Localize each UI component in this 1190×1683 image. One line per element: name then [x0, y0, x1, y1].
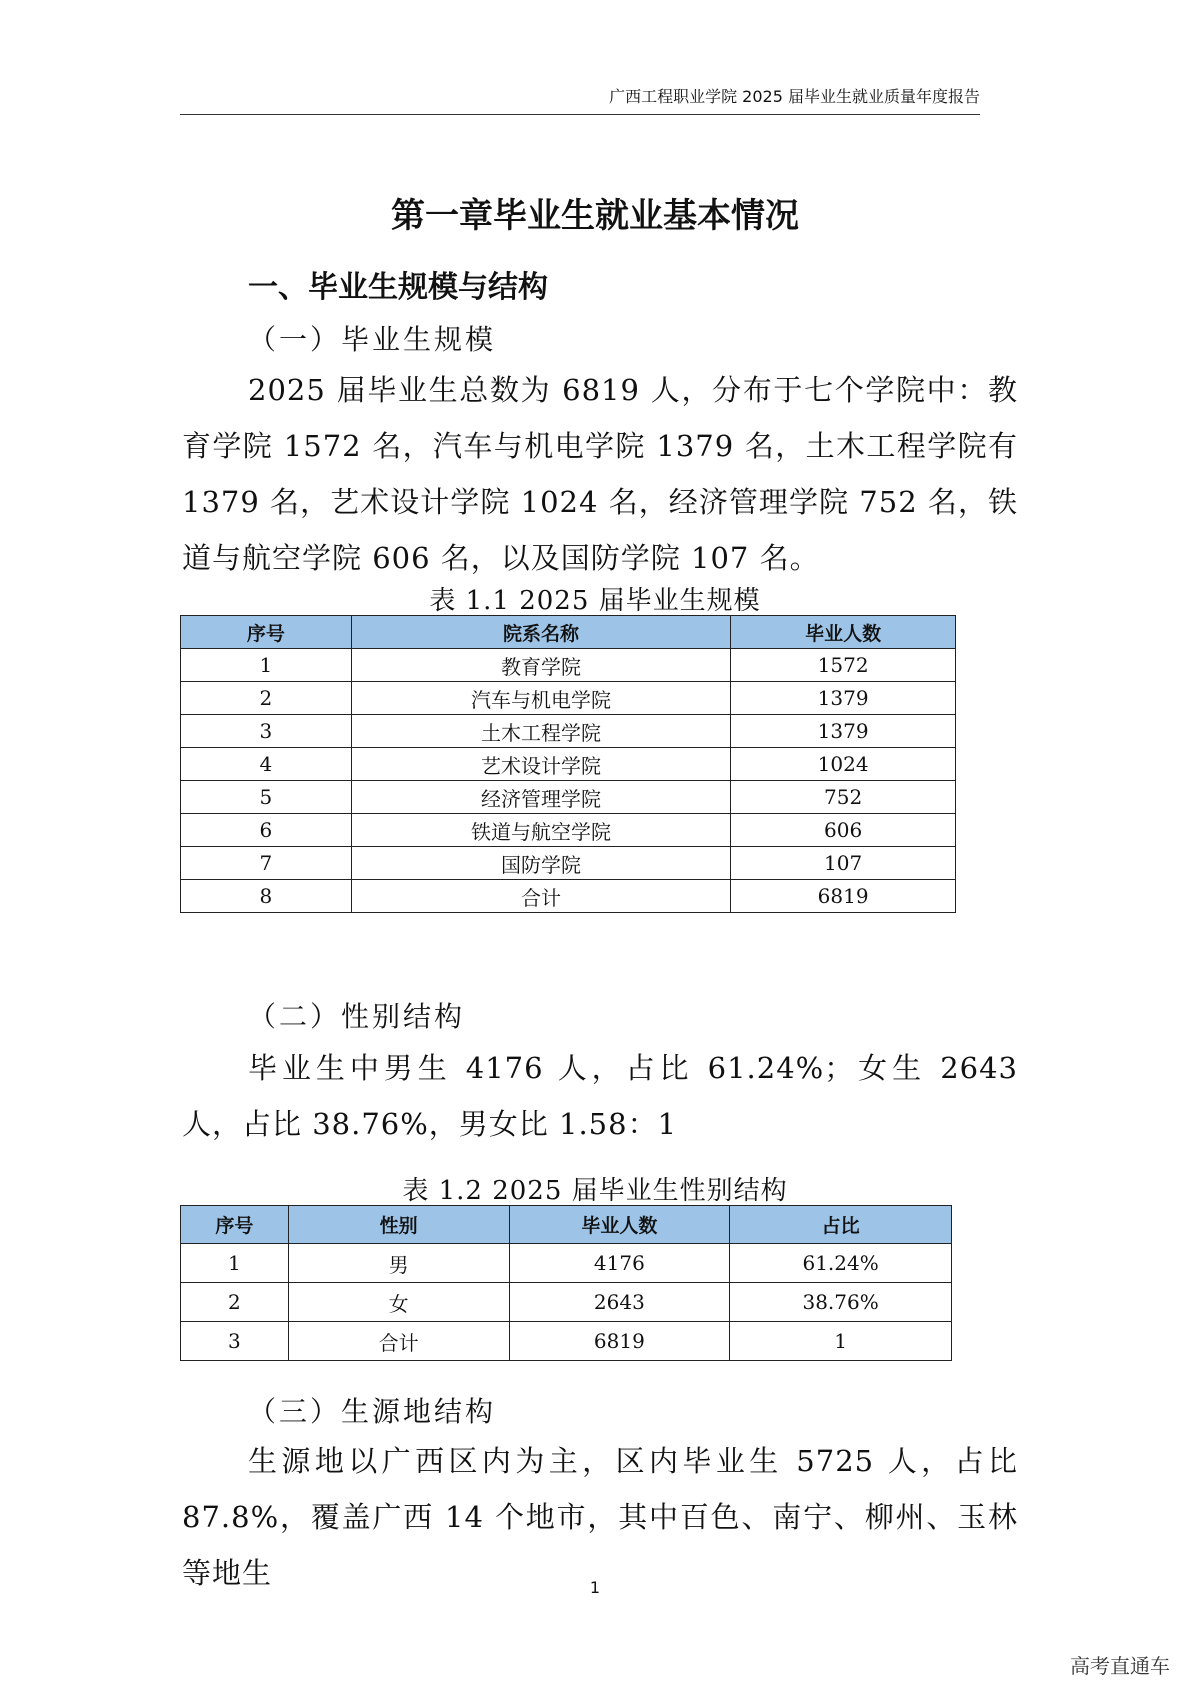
table-cell: 1024 — [731, 748, 956, 781]
paragraph-origin: 生源地以广西区内为主，区内毕业生 5725 人，占比 87.8%，覆盖广西 14 个地市，其中百色、南宁、柳州、玉林等地生 — [182, 1444, 1018, 1590]
table2-header-cell: 性别 — [288, 1206, 509, 1244]
table-cell: 女 — [288, 1283, 509, 1322]
table-cell: 1 — [181, 649, 352, 682]
table-cell: 1379 — [731, 682, 956, 715]
table2-caption: 表 1.2 2025 届毕业生性别结构 — [402, 1176, 788, 1206]
table-cell: 教育学院 — [351, 649, 730, 682]
table-cell: 合计 — [351, 880, 730, 913]
table-cell: 6 — [181, 814, 352, 847]
table-cell: 2 — [181, 682, 352, 715]
table-cell: 5 — [181, 781, 352, 814]
table-cell: 国防学院 — [351, 847, 730, 880]
table-row — [181, 748, 956, 781]
table-row — [181, 814, 956, 847]
table-cell: 土木工程学院 — [351, 715, 730, 748]
table-cell: 38.76% — [730, 1283, 952, 1322]
table2-header-cell: 占比 — [730, 1206, 952, 1244]
table-cell: 经济管理学院 — [351, 781, 730, 814]
table-cell: 4 — [181, 748, 352, 781]
paragraph-gender: 毕业生中男生 4176 人，占比 61.24%；女生 2643 人，占比 38.76%，男女比 1.58：1 — [182, 1051, 1018, 1141]
table-cell: 61.24% — [730, 1244, 952, 1283]
table1-caption: 表 1.1 2025 届毕业生规模 — [429, 586, 761, 616]
subsection-title-scale: （一）毕业生规模 — [248, 323, 497, 356]
table-graduate-scale — [180, 615, 956, 913]
table-cell: 4176 — [509, 1244, 730, 1283]
table-gender-structure — [180, 1205, 952, 1361]
table-cell: 6819 — [509, 1322, 730, 1361]
table-cell: 合计 — [288, 1322, 509, 1361]
table2-header-cell: 序号 — [181, 1206, 289, 1244]
table-row — [181, 847, 956, 880]
table-row — [181, 649, 956, 682]
table-cell: 艺术设计学院 — [351, 748, 730, 781]
table-cell: 3 — [181, 1322, 289, 1361]
table-cell: 6819 — [731, 880, 956, 913]
table-row — [181, 781, 956, 814]
table1-header-cell: 院系名称 — [351, 616, 730, 649]
page-number: 1 — [589, 1578, 601, 1597]
table-cell: 1379 — [731, 715, 956, 748]
table-cell: 107 — [731, 847, 956, 880]
table-row-total — [181, 880, 956, 913]
subsection-title-gender: （二）性别结构 — [248, 1000, 466, 1033]
table-cell: 1 — [181, 1244, 289, 1283]
table-row — [181, 682, 956, 715]
table-row — [181, 1244, 952, 1283]
table-cell: 2643 — [509, 1283, 730, 1322]
table-cell: 8 — [181, 880, 352, 913]
table-row — [181, 1283, 952, 1322]
table1-header-row — [181, 616, 956, 649]
table-row-total — [181, 1322, 952, 1361]
chapter-title: 第一章毕业生就业基本情况 — [391, 196, 799, 236]
table-row — [181, 715, 956, 748]
table1-header-cell: 毕业人数 — [731, 616, 956, 649]
table-cell: 铁道与航空学院 — [351, 814, 730, 847]
section-title: 一、毕业生规模与结构 — [248, 270, 548, 305]
table-cell: 2 — [181, 1283, 289, 1322]
paragraph-scale: 2025 届毕业生总数为 6819 人，分布于七个学院中：教育学院 1572 名，汽车与机电学院 1379 名，土木工程学院有 1379 名，艺术设计学院 1024 名，经济管理学院 752 名，铁道与航空学院 606 名，以及国防学院 107 名。 — [182, 373, 1018, 575]
table-cell: 7 — [181, 847, 352, 880]
subsection-title-origin: （三）生源地结构 — [248, 1395, 497, 1428]
table-cell: 1 — [730, 1322, 952, 1361]
running-header: 广西工程职业学院 2025 届毕业生就业质量年度报告 — [180, 86, 980, 115]
table1-header-cell: 序号 — [181, 616, 352, 649]
table-cell: 3 — [181, 715, 352, 748]
table-cell: 汽车与机电学院 — [351, 682, 730, 715]
table2-header-row — [181, 1206, 952, 1244]
table2-header-cell: 毕业人数 — [509, 1206, 730, 1244]
table-cell: 752 — [731, 781, 956, 814]
table-cell: 1572 — [731, 649, 956, 682]
watermark: 高考直通车 — [1070, 1654, 1170, 1678]
table-cell: 606 — [731, 814, 956, 847]
table-cell: 男 — [288, 1244, 509, 1283]
